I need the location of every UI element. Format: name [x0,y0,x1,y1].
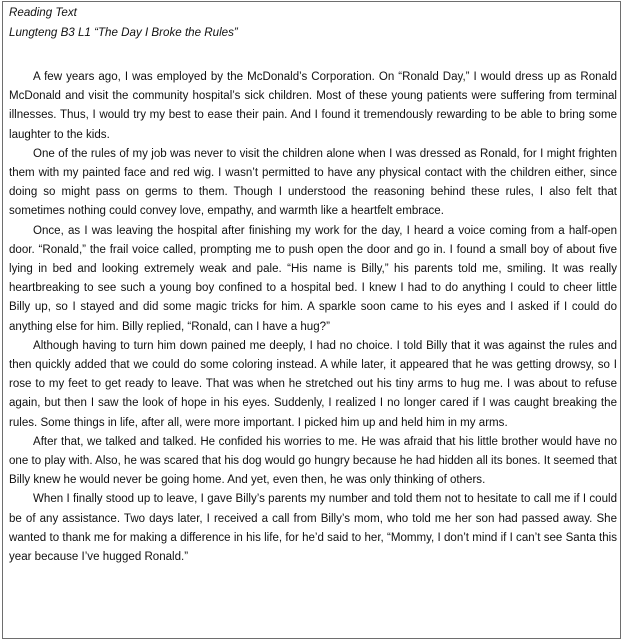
paragraph-3: Once, as I was leaving the hospital after finishing my work for the day, I heard a voice coming from a half-open door. “Ronald,” the frail voice called, prompting me to push open the door and go in. I found a small boy of about five lying in bed and looking extremely weak and pale. “His name is Billy,” his parents told me, smiling. It was really heartbreaking to see such a young boy confined to a hospital bed. I knew I had to do anything I could to cheer little Billy up, so I stayed and did some magic tricks for him. A sparkle soon came to his eyes and I asked if I could do anything else for him. Billy replied, “Ronald, can I have a hug?” [9,224,617,333]
paragraph-6: When I finally stood up to leave, I gave Billy’s parents my number and told them not to hesitate to call me if I could be of any assistance. Two days later, I received a call from Billy’s mom, who told me her son had passed away. She wanted to thank me for making a difference in his life, for he’d said to her, “Mommy, I don’t mind if I can’t see Santa this year because I’ve hugged Ronald.” [9,493,617,564]
paragraph-5: After that, we talked and talked. He confided his worries to me. He was afraid that his little brother would have no one to play with. Also, he was scared that his dog would go hungry because he had hidden all its bones. It seemed that Billy knew he would never be going home. And yet, even then, he was only thinking of others. [9,435,617,487]
story-body [9,68,617,567]
source-title: Lungteng B3 L1 “The Day I Broke the Rules” [9,26,238,39]
paragraph-4: Although having to turn him down pained me deeply, I had no choice. I told Billy that it was against the rules and then quickly added that we could do some coloring instead. A while later, it appeared that he was getting drowsy, so I rose to my feet to get ready to leave. That was when he stretched out his tiny arms to hug me. I was about to refuse again, but then I saw the look of hope in his eyes. Suddenly, I realized I no longer cared if I was caught breaking the rules. Some things in life, after all, were more important. I picked him up and held him in my arms. [9,339,617,429]
paragraph-2: One of the rules of my job was never to visit the children alone when I was dressed as Ronald, for I might frighten them with my painted face and red wig. I wasn’t permitted to have any physical contact with the children either, since doing so might pass on germs to them. Though I understood the reasoning behind these rules, I also felt that sometimes nothing could convey love, empathy, and warmth like a heartfelt embrace. [9,147,617,218]
paragraph-1: A few years ago, I was employed by the McDonald’s Corporation. On “Ronald Day,” I would dress up as Ronald McDonald and visit the community hospital’s sick children. Most of these young patients were suffering from terminal illnesses. Thus, I would try my best to ease their pain. And I found it tremendously rewarding to be able to bring some laughter to the kids. [9,71,617,141]
section-label: Reading Text [9,6,77,19]
reading-text-frame [2,1,621,639]
